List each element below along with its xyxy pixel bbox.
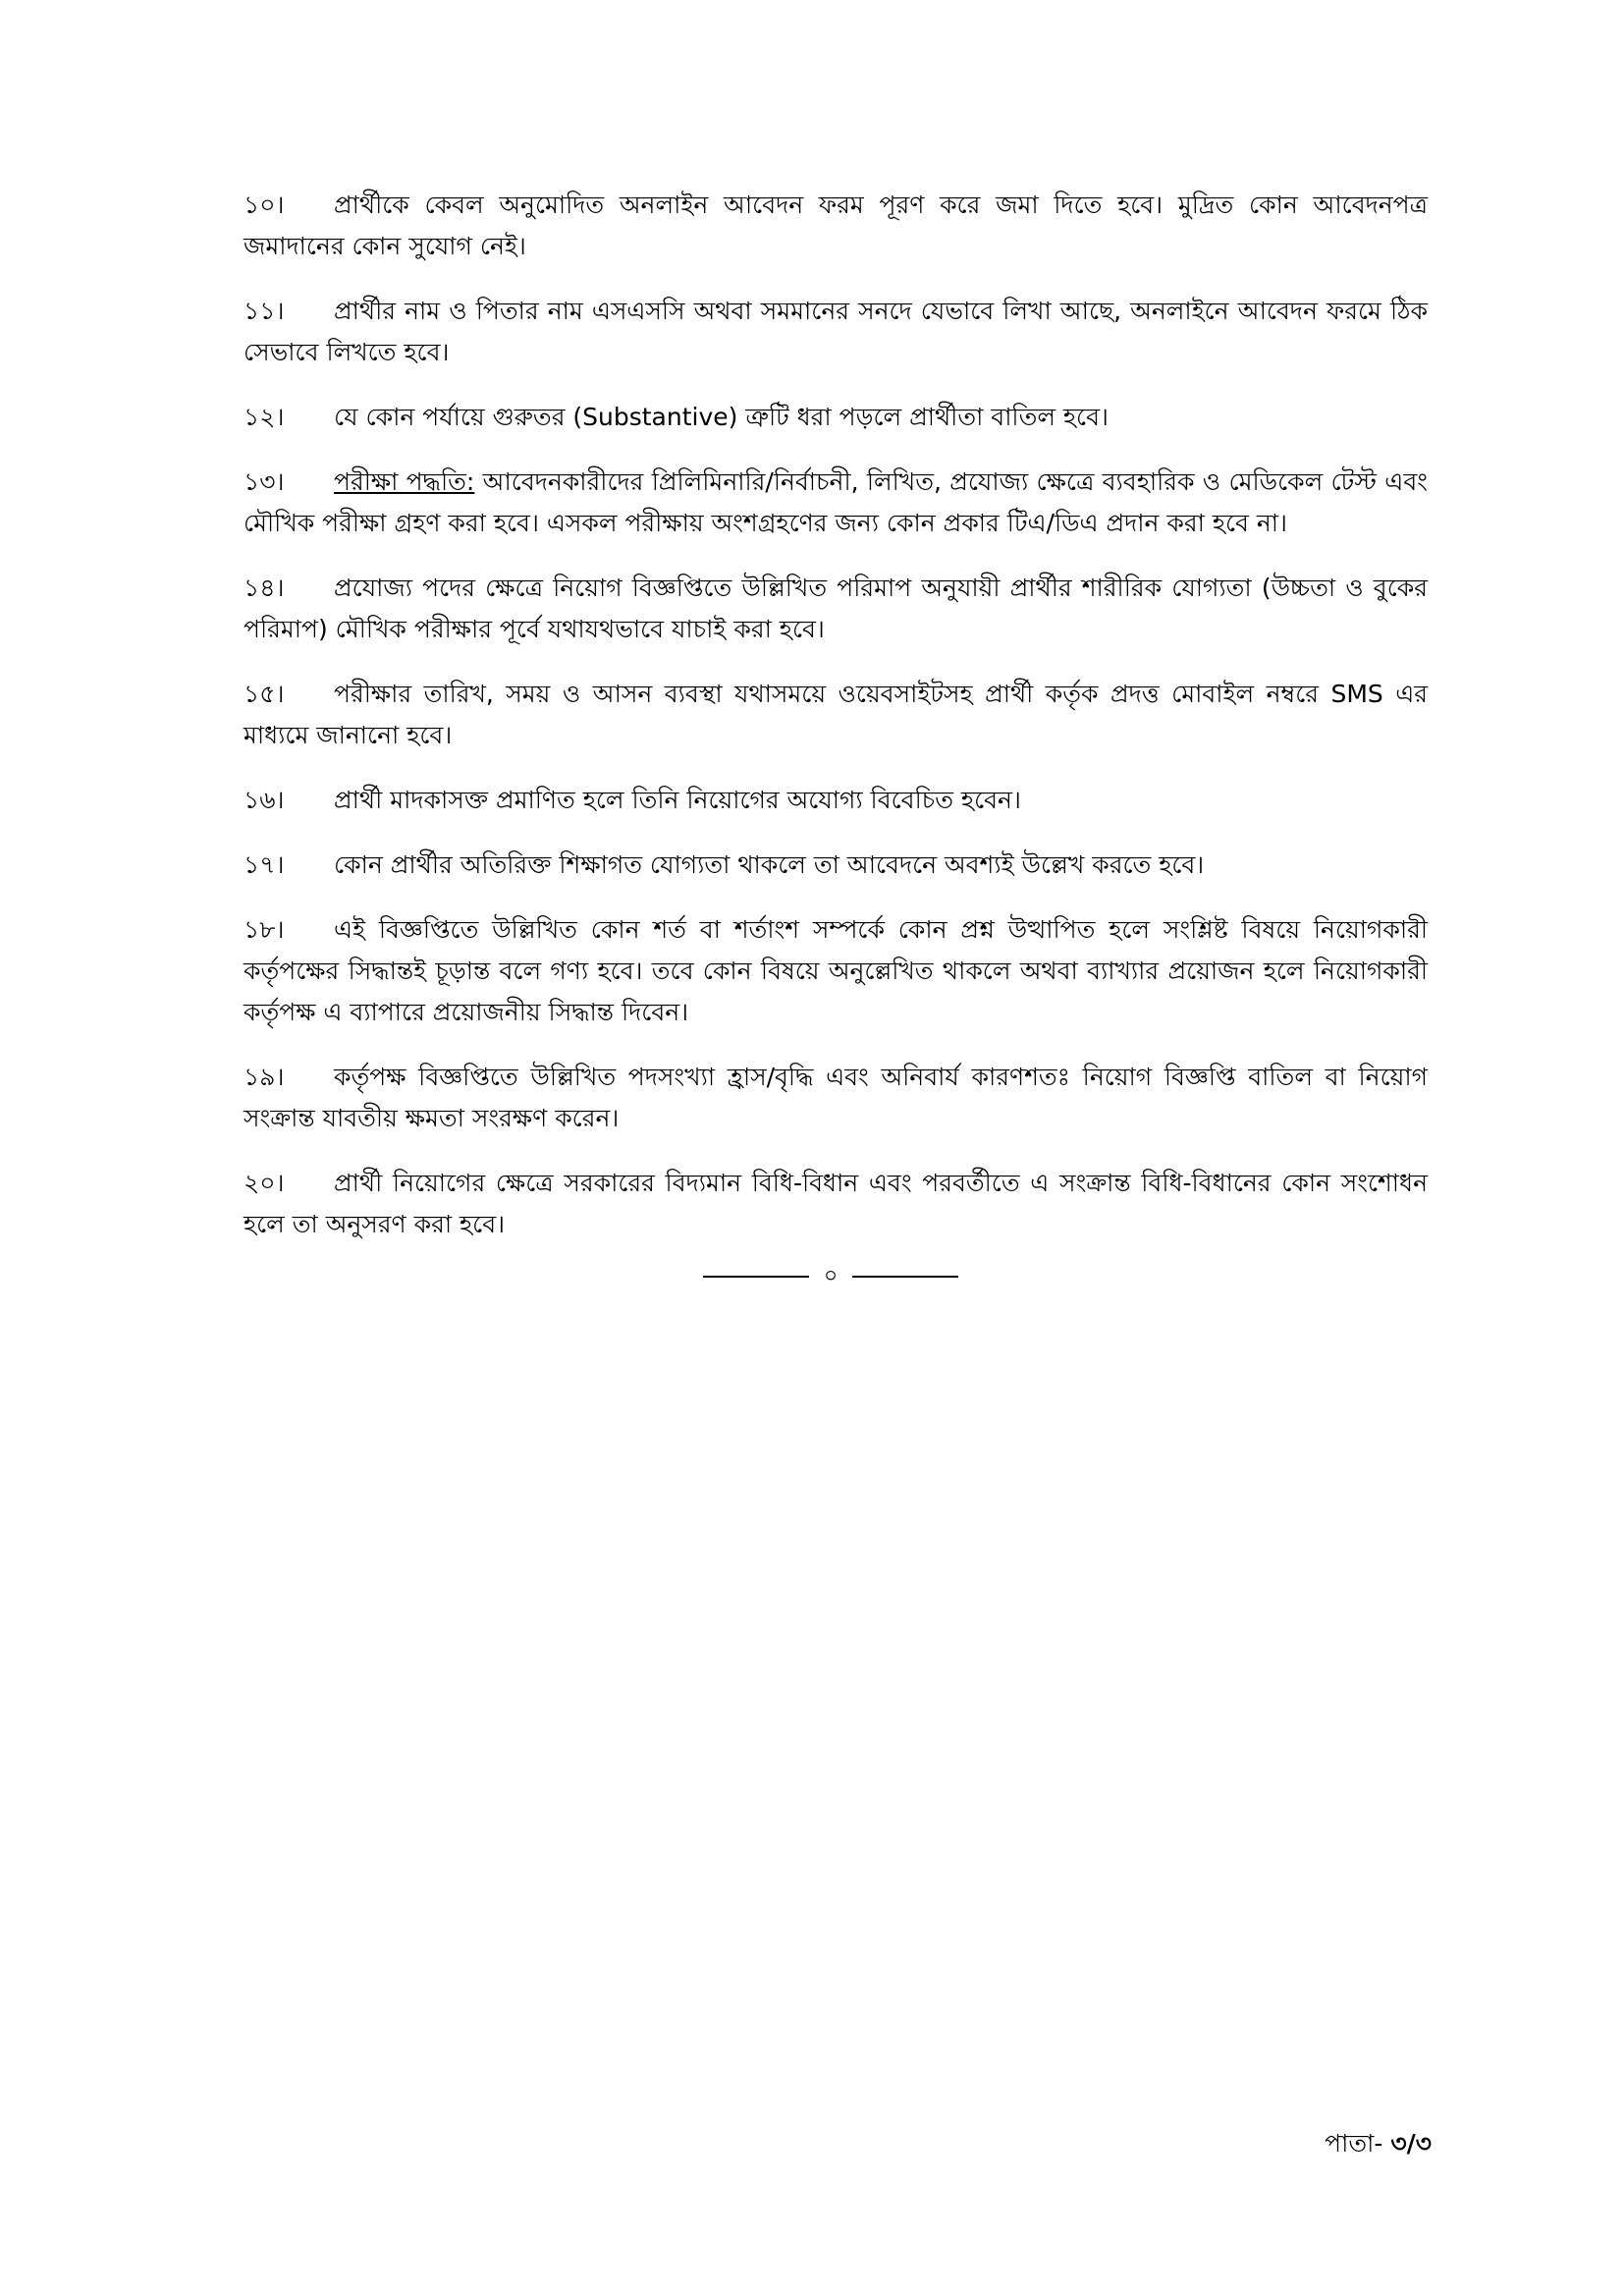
clause-number: ১২। [244, 403, 285, 431]
clause-18 [244, 909, 1428, 1033]
clause-text: প্রার্থীর নাম ও পিতার নাম এসএসসি অথবা সমমানের সনদে যেভাবে লিখা আছে, অনলাইনে আবেদন ফরমে ঠিক সেভাবে লিখতে হবে। [244, 297, 1428, 366]
clause-number: ১৩। [244, 467, 285, 496]
clause-11 [244, 291, 1428, 373]
clause-12 [244, 397, 1428, 438]
clause-text: এই বিজ্ঞপ্তিতে উল্লিখিত কোন শর্ত বা শর্তাংশ সম্পর্কে কোন প্রশ্ন উত্থাপিত হলে সংশ্লিষ্ট বিষয়ে নিয়োগকারী কর্তৃপক্ষের সিদ্ধান্তই চূড়ান্ত বলে গণ্য হবে। তবে কোন বিষয়ে অনুল্লেখিত থাকলে অথবা ব্যাখ্যার প্রয়োজন হলে নিয়োগকারী কর্তৃপক্ষ এ ব্যাপারে প্রয়োজনীয় সিদ্ধান্ত দিবেন। [244, 915, 1428, 1026]
document-body [244, 185, 1428, 1269]
clause-text: যে কোন পর্যায়ে গুরুতর (Substantive) ত্রুটি ধরা পড়লে প্রার্থীতা বাতিল হবে। [334, 403, 1109, 431]
clause-10 [244, 185, 1428, 267]
clause-heading: পরীক্ষা পদ্ধতি: [334, 467, 475, 496]
clause-17 [244, 845, 1428, 886]
clause-15 [244, 674, 1428, 756]
clause-number: ১১। [244, 297, 285, 325]
clause-number: ১০। [244, 191, 285, 219]
page-number-label: পাতা- [1325, 2129, 1383, 2158]
clause-text: কোন প্রার্থীর অতিরিক্ত শিক্ষাগত যোগ্যতা থাকলে তা আবেদনে অবশ্যই উল্লেখ করতে হবে। [334, 850, 1205, 879]
clause-text: প্রার্থীকে কেবল অনুমোদিত অনলাইন আবেদন ফরম পূরণ করে জমা দিতে হবে। মুদ্রিত কোন আবেদনপত্র জমাদানের কোন সুযোগ নেই। [244, 191, 1428, 260]
clause-text: প্রার্থী নিয়োগের ক্ষেত্রে সরকারের বিদ্যমান বিধি-বিধান এবং পরবর্তীতে এ সংক্রান্ত বিধি-বিধানের কোন সংশোধন হলে তা অনুসরণ করা হবে। [244, 1169, 1428, 1238]
clause-text: প্রার্থী মাদকাসক্ত প্রমাণিত হলে তিনি নিয়োগের অযোগ্য বিবেচিত হবেন। [334, 786, 1021, 814]
clause-16 [244, 780, 1428, 821]
clause-14 [244, 568, 1428, 650]
page-number-value: ৩/৩ [1390, 2129, 1432, 2158]
divider-line-left [703, 1276, 809, 1278]
clause-text: পরীক্ষার তারিখ, সময় ও আসন ব্যবস্থা যথাসময়ে ওয়েবসাইটসহ প্রার্থী কর্তৃক প্রদত্ত মোবাইল নম্বরে SMS এর মাধ্যমে জানানো হবে। [244, 680, 1428, 749]
clause-20 [244, 1163, 1428, 1245]
clause-text: প্রযোজ্য পদের ক্ষেত্রে নিয়োগ বিজ্ঞপ্তিতে উল্লিখিত পরিমাপ অনুযায়ী প্রার্থীর শারীরিক যোগ্যতা (উচ্চতা ও বুকের পরিমাপ) মৌখিক পরীক্ষার পূর্বে যথাযথভাবে যাচাই করা হবে। [244, 574, 1428, 643]
clause-number: ২০। [244, 1169, 285, 1197]
end-divider [703, 1265, 958, 1288]
divider-symbol: ০ [823, 1264, 839, 1288]
clause-text: কর্তৃপক্ষ বিজ্ঞপ্তিতে উল্লিখিত পদসংখ্যা হ্রাস/বৃদ্ধি এবং অনিবার্য কারণশতঃ নিয়োগ বিজ্ঞপ্তি বাতিল বা নিয়োগ সংক্রান্ত যাবতীয় ক্ষমতা সংরক্ষণ করেন। [244, 1063, 1428, 1132]
clause-number: ১৬। [244, 786, 285, 814]
clause-number: ১৪। [244, 574, 285, 602]
clause-19 [244, 1057, 1428, 1139]
divider-line-right [852, 1276, 958, 1278]
clause-13 [244, 462, 1428, 544]
clause-number: ১৭। [244, 850, 285, 879]
clause-number: ১৮। [244, 915, 285, 944]
clause-text: আবেদনকারীদের প্রিলিমিনারি/নির্বাচনী, লিখিত, প্রযোজ্য ক্ষেত্রে ব্যবহারিক ও মেডিকেল টেস্ট এবং মৌখিক পরীক্ষা গ্রহণ করা হবে। এসকল পরীক্ষায় অংশগ্রহণের জন্য কোন প্রকার টিএ/ডিএ প্রদান করা হবে না। [244, 467, 1428, 537]
clause-number: ১৯। [244, 1063, 285, 1091]
clause-number: ১৫। [244, 680, 285, 708]
page-number [1325, 2127, 1432, 2160]
